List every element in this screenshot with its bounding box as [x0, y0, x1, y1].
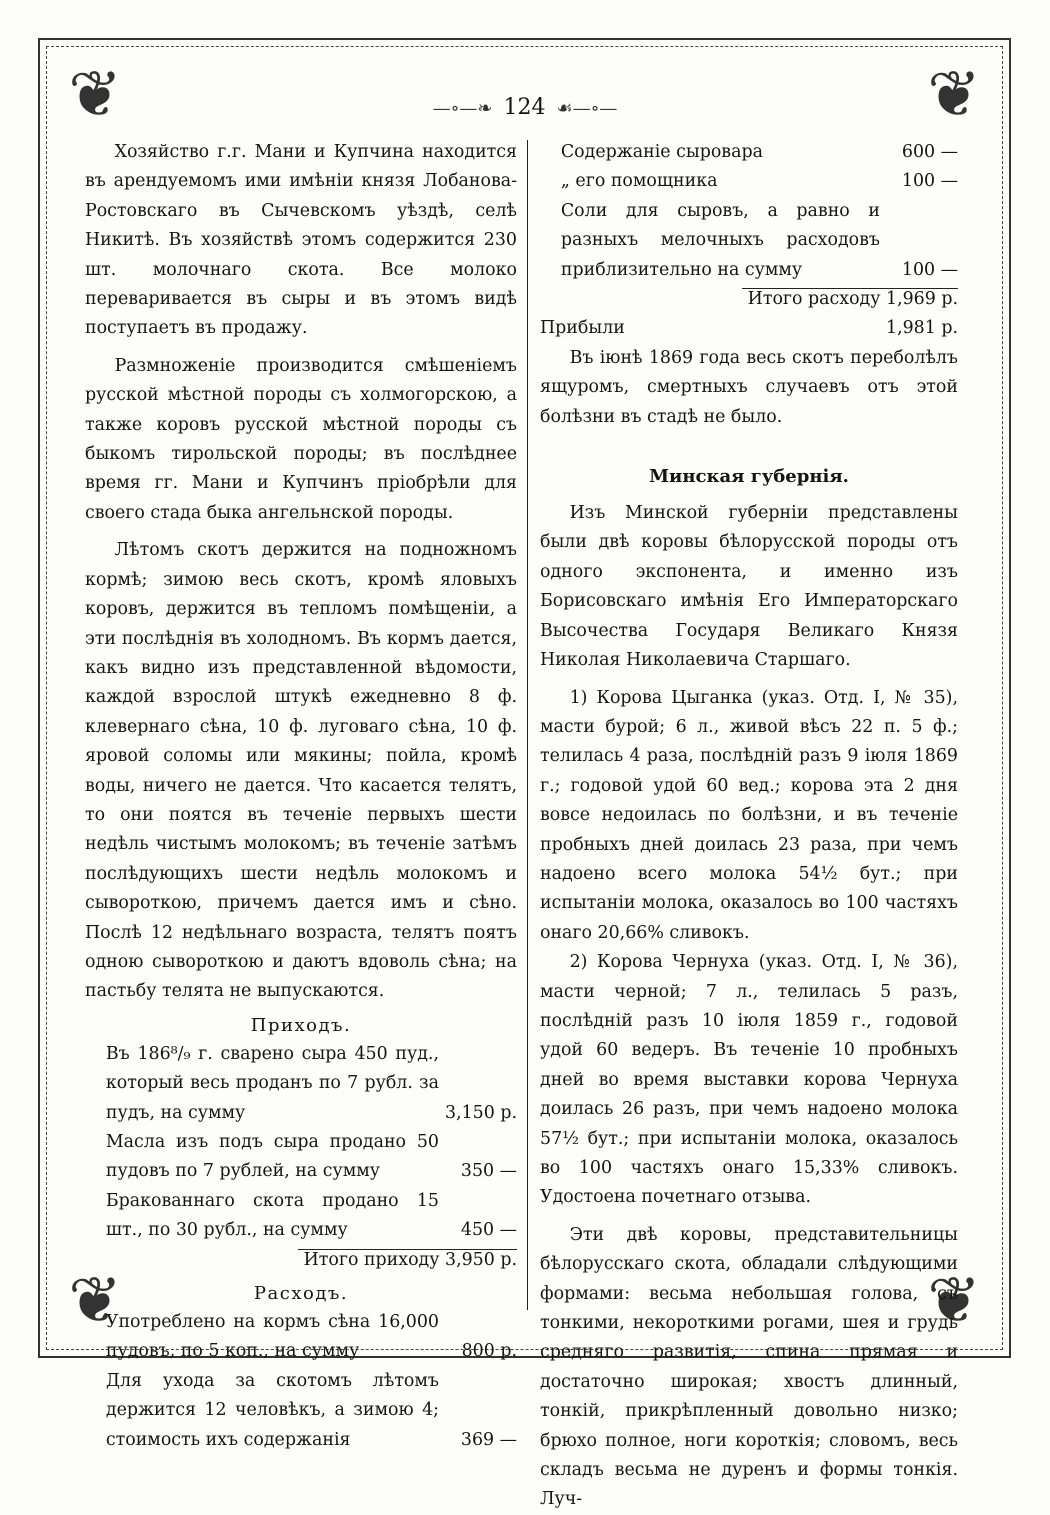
ledger-amount: 350 — [460, 1161, 517, 1182]
corner-ornament-icon: ❦ [911, 52, 997, 138]
ledger-text: Для ухода за скотомъ лѣтомъ держится 12 человѣкъ, а зимою 4; стоимость ихъ содержанія [105, 1370, 439, 1450]
ledger-row [85, 1187, 517, 1246]
profit-row [540, 314, 958, 343]
corner-ornament-icon: ❦ [52, 52, 138, 138]
ledger-amount: 800 р. [461, 1341, 517, 1362]
income-heading: Приходъ. [250, 1014, 352, 1036]
paragraph-estate: Хозяйство г.г. Мани и Купчина находится въ арендуемомъ ими имѣніи князя Лобанова-Ростовскаго въ Сычевскомъ уѣздѣ, селѣ Никитѣ. Въ хозяйствѣ этомъ содержится 230 шт. молочнаго скота. Все молоко переваривается въ сыры и въ этомъ видѣ поступаетъ въ продажу. [85, 142, 517, 339]
ledger-amount: 3,150 р. [445, 1102, 517, 1123]
corner-ornament-icon: ❦ [911, 1258, 997, 1344]
header-ornament-icon: —∘—❧ [432, 98, 493, 119]
ledger-text: Масла изъ подъ сыра продано 50 пудовъ по 7 рублей, на сумму [105, 1132, 439, 1182]
ledger-row [85, 1040, 517, 1128]
ledger-row [540, 197, 958, 285]
paragraph-forms: Эти двѣ коровы, представительницы бѣлорусскаго скота, обладали слѣдующими формами: весьма небольшая голова, съ тонкими, некороткими рогами, шея и грудь средняго развитія, спина прямая и достаточно широкая; хвостъ длинный, тонкій, прикрѣпленный довольно низко; брюхо полное, ноги короткія; словомъ, весь складъ весьма не дуренъ и формы тонкія. Луч- [540, 1224, 958, 1510]
paragraph-breeding: Размноженіе производится смѣшеніемъ русской мѣстной породы съ холмогорскою, а также коровъ русской мѣстной породы съ быкомъ тирольской породы; въ послѣднее время гг. Мани и Купчинъ пріобрѣли для своего стада быка ангельнской породы. [85, 355, 517, 523]
paragraph-cow-2: 2) Корова Чернуха (указ. Отд. I, № 36), масти черной; 7 л., телилась 5 разъ, послѣдній разъ 10 іюля 1859 г., годовой удой 60 ведеръ. Въ теченіе 10 пробныхъ дней во время выставки корова Чернуха доилась 26 разъ, при чемъ надоено молока 57½ бут.; при испытаніи молока, оказалось во 100 частяхъ онаго 15,33% сливокъ. Удостоена почетнаго отзыва. [540, 952, 958, 1208]
ledger-text: Содержаніе сыровара [560, 142, 763, 162]
expense-total-text: Итого расходу 1,969 р. [742, 288, 958, 309]
page-header [0, 93, 1050, 123]
ledger-row [540, 167, 958, 196]
profit-label: Прибыли [540, 318, 625, 339]
profit-amount: 1,981 р. [886, 318, 958, 339]
ledger-text: Бракованнаго скота продано 15 шт., по 30 рубл., на сумму [105, 1190, 439, 1241]
left-column [85, 138, 517, 1455]
ledger-text: Соли для сыровъ, а равно и разныхъ мелочныхъ расходовъ приблизительно на сумму [560, 200, 880, 280]
income-total [85, 1246, 517, 1275]
ledger-amount: 100 — [901, 171, 958, 192]
ledger-row [540, 138, 958, 167]
income-total-text: Итого приходу 3,950 р. [298, 1249, 517, 1270]
paragraph-feeding: Лѣтомъ скотъ держится на подножномъ кормѣ; зимою весь скотъ, кромѣ яловыхъ коровъ, держится въ тепломъ помѣщеніи, а эти послѣднія въ холодномъ. Въ кормъ дается, какъ видно изъ представленной вѣдомости, каждой взрослой штукѣ ежедневно 8 ф. клевернаго сѣна, 10 ф. луговаго сѣна, 10 ф. яровой соломы или мякины; пойла, кромѣ воды, ничего не дается. Что касается телятъ, то они поятся въ теченіе первыхъ шести недѣль чистымъ молокомъ; въ теченіе затѣмъ послѣдующихъ шести недѣль молокомъ и сывороткою, причемъ дается имъ и сѣно. Послѣ 12 недѣльнаго возраста, телятъ поятъ одною сывороткою и даютъ вдоволь сѣна; на пастьбу телята не выпускаются. [85, 540, 517, 1002]
section-title: Минская губернія. [649, 466, 849, 488]
ledger-row [85, 1128, 517, 1187]
ledger-text: Употреблено на кормъ сѣна 16,000 пудовъ, по 5 коп., на сумму [105, 1312, 439, 1362]
ledger-amount: 100 — [901, 259, 958, 280]
ledger-amount: 369 — [460, 1429, 517, 1450]
paragraph-minsk: Изъ Минской губерніи представлены были двѣ коровы бѣлорусской породы отъ одного экспонента, и именно изъ Борисовскаго имѣнія Его Императорскаго Высочества Государя Великаго Князя Николая Николаевича Старшаго. [540, 503, 958, 671]
ledger-text: „ его помощника [560, 171, 718, 192]
header-ornament-icon: ☙—∘— [556, 98, 618, 119]
column-divider [527, 140, 528, 1310]
paragraph-foot-and-mouth: Въ іюнѣ 1869 года весь скотъ переболѣлъ ящуромъ, смертныхъ случаевъ отъ этой болѣзни въ стадѣ не было. [540, 347, 958, 427]
right-column [540, 138, 958, 1515]
expense-total [540, 285, 958, 314]
ledger-amount: 600 — [901, 142, 958, 162]
paragraph-cow-1: 1) Корова Цыганка (указ. Отд. I, № 35), масти бурой; 6 л., живой вѣсъ 22 п. 5 ф.; телилась 4 раза, послѣдній разъ 9 іюля 1869 г.; годовой удой 60 вед.; корова эта 2 дня вовсе недоилась по болѣзни, и въ теченіе пробныхъ дней доилась 23 раза, при чемъ надоено всего молока 54½ бут.; при испытаніи молока, оказалось во 100 частяхъ онаго 20,66% сливокъ. [540, 687, 958, 943]
ledger-row [85, 1367, 517, 1455]
corner-ornament-icon: ❦ [52, 1258, 138, 1344]
ledger-row [85, 1308, 517, 1367]
ledger-amount: 450 — [460, 1220, 517, 1241]
page-number: 124 [503, 95, 546, 120]
ledger-text: Въ 186⁸/₉ г. сварено сыра 450 пуд., который весь проданъ по 7 рубл. за пудъ, на сумму [105, 1043, 439, 1123]
expense-heading: Расходъ. [253, 1283, 349, 1305]
